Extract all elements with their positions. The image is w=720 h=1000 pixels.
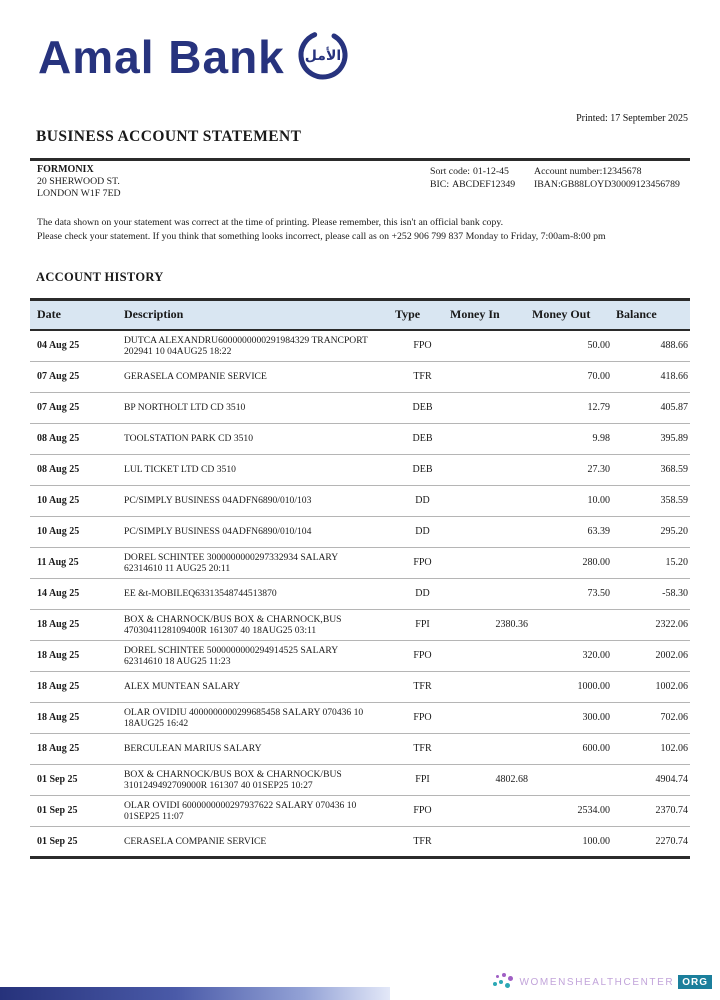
txn-type: TFR	[413, 743, 432, 754]
txn-description: PC/SIMPLY BUSINESS 04ADFN6890/010/103	[124, 495, 312, 506]
table-row	[30, 609, 690, 640]
txn-date: 04 Aug 25	[37, 340, 80, 351]
txn-money-in	[450, 671, 532, 702]
txn-balance: 2270.74	[655, 835, 688, 847]
txn-description: GERASELA COMPANIE SERVICE	[124, 371, 267, 382]
footer-brand-badge: ORG	[678, 975, 712, 989]
printed-date: Printed: 17 September 2025	[576, 113, 688, 124]
table-header	[30, 300, 690, 330]
account-holder-name: FORMONIX	[37, 164, 94, 175]
column-header-balance: Balance	[616, 307, 657, 322]
txn-money-out: 27.30	[587, 464, 610, 475]
txn-date: 10 Aug 25	[37, 526, 80, 537]
txn-balance: 395.89	[660, 433, 688, 444]
txn-balance: 4904.74	[655, 774, 688, 785]
txn-balance: 102.06	[660, 743, 688, 754]
txn-money-out: 73.50	[587, 588, 610, 599]
txn-money-out: 2534.00	[577, 805, 610, 816]
txn-description: OLAR OVIDIU 4000000000299685458 SALARY 070436 10 18AUG25 16:42	[124, 706, 364, 729]
iban-value: GB88LOYD30009123456789	[560, 179, 680, 190]
txn-description: TOOLSTATION PARK CD 3510	[124, 433, 254, 444]
txn-date: 01 Sep 25	[37, 774, 78, 785]
txn-money-out: 280.00	[582, 557, 610, 568]
account-codes	[430, 164, 690, 200]
txn-money-out	[532, 764, 616, 795]
txn-description: OLAR OVIDI 6000000000297937622 SALARY 070436 10 01SEP25 11:07	[124, 799, 357, 822]
txn-date: 18 Aug 25	[37, 681, 80, 692]
txn-money-in	[450, 392, 532, 423]
footer-brand	[493, 973, 712, 991]
account-info-box	[30, 158, 690, 200]
table-header-row	[30, 300, 690, 330]
bic-iban-line	[430, 178, 690, 191]
account-number-value: 12345678	[602, 166, 642, 177]
txn-type: FPO	[413, 805, 432, 816]
sort-code-line	[430, 165, 690, 178]
txn-balance: 358.59	[660, 495, 688, 506]
txn-balance: 2370.74	[655, 805, 688, 816]
table-row	[30, 671, 690, 702]
bic-value: ABCDEF12349	[452, 179, 516, 190]
txn-date: 14 Aug 25	[37, 588, 80, 599]
txn-description: CERASELA COMPANIE SERVICE	[124, 835, 267, 847]
page-title: BUSINESS ACCOUNT STATEMENT	[36, 128, 302, 145]
txn-description: LUL TICKET LTD CD 3510	[124, 464, 236, 475]
txn-balance: 15.20	[665, 557, 688, 568]
txn-balance: 2002.06	[655, 650, 688, 661]
txn-type: DEB	[412, 464, 433, 475]
account-holder-address	[30, 164, 430, 200]
txn-money-in: 4802.68	[495, 774, 528, 785]
table-row	[30, 330, 690, 362]
txn-money-in	[450, 640, 532, 671]
txn-type: DD	[415, 495, 430, 506]
txn-money-out: 1000.00	[577, 681, 610, 692]
txn-money-in	[450, 361, 532, 392]
txn-date: 11 Aug 25	[37, 557, 79, 568]
txn-date: 08 Aug 25	[37, 433, 80, 444]
sort-code-label: Sort code:	[430, 166, 470, 177]
txn-money-in	[450, 733, 532, 764]
txn-money-in	[450, 423, 532, 454]
address-line-2: LONDON W1F 7ED	[37, 188, 121, 199]
txn-money-in	[450, 826, 532, 857]
txn-balance: 295.20	[660, 526, 688, 537]
txn-money-out: 600.00	[582, 743, 610, 754]
column-header-date: Date	[37, 307, 61, 322]
txn-money-out: 12.79	[587, 402, 610, 413]
txn-money-in	[450, 485, 532, 516]
table-body	[30, 330, 690, 858]
txn-description: DOREL SCHINTEE 5000000000294914525 SALARY 62314610 18 AUG25 11:23	[124, 644, 338, 667]
txn-balance: 368.59	[660, 464, 688, 475]
txn-money-out: 320.00	[582, 650, 610, 661]
arabic-calligraphy-icon	[295, 26, 351, 87]
notice-line-2: Please check your statement. If you think that something looks incorrect, please call as on +252 906 799 837 Monday to Friday, 7:00am-8:00 pm	[37, 231, 606, 242]
txn-date: 01 Sep 25	[37, 835, 78, 847]
bic-label: BIC:	[430, 179, 450, 190]
txn-type: FPO	[413, 340, 432, 351]
txn-type: FPO	[413, 557, 432, 568]
table-row	[30, 516, 690, 547]
logo-arabic-text: الأمل	[304, 48, 341, 64]
column-header-money-in: Money In	[450, 307, 500, 322]
txn-description: EE &t-MOBILEQ63313548744513870	[124, 588, 277, 599]
txn-type: FPO	[413, 712, 432, 723]
txn-description: BP NORTHOLT LTD CD 3510	[124, 402, 246, 413]
table-row	[30, 733, 690, 764]
txn-type: FPO	[413, 650, 432, 661]
table-row	[30, 640, 690, 671]
address-line-1: 20 SHERWOOD ST.	[37, 176, 120, 187]
column-header-description: Description	[124, 307, 184, 322]
txn-date: 10 Aug 25	[37, 495, 80, 506]
sort-code-value: 01-12-45	[473, 166, 509, 177]
txn-balance: 702.06	[660, 712, 688, 723]
statement-notice	[37, 216, 690, 244]
column-header-type: Type	[395, 307, 421, 322]
bank-logo	[38, 26, 720, 87]
txn-description: PC/SIMPLY BUSINESS 04ADFN6890/010/104	[124, 526, 312, 537]
txn-type: FPI	[415, 619, 430, 630]
txn-money-in	[450, 516, 532, 547]
txn-date: 08 Aug 25	[37, 464, 80, 475]
txn-description: BOX & CHARNOCK/BUS BOX & CHARNOCK,BUS 4703041128109400R 161307 40 18AUG25 03:11	[124, 613, 342, 636]
txn-balance: 1002.06	[655, 681, 688, 692]
table-row	[30, 702, 690, 733]
txn-date: 18 Aug 25	[37, 712, 80, 723]
txn-balance: 2322.06	[655, 619, 688, 630]
txn-money-out: 63.39	[587, 526, 610, 537]
txn-type: DEB	[412, 433, 433, 444]
txn-date: 18 Aug 25	[37, 619, 80, 630]
txn-money-in	[450, 702, 532, 733]
table-row	[30, 392, 690, 423]
txn-type: TFR	[413, 371, 432, 382]
txn-money-in: 2380.36	[495, 619, 528, 630]
txn-type: TFR	[413, 835, 432, 847]
txn-date: 07 Aug 25	[37, 402, 80, 413]
txn-type: DD	[415, 526, 430, 537]
txn-money-out: 10.00	[587, 495, 610, 506]
txn-date: 18 Aug 25	[37, 743, 80, 754]
txn-type: TFR	[413, 681, 432, 692]
table-row	[30, 485, 690, 516]
txn-money-in	[450, 578, 532, 609]
txn-balance: -58.30	[662, 588, 688, 599]
table-row	[30, 578, 690, 609]
notice-line-1: The data shown on your statement was correct at the time of printing. Please remember, this isn't an official bank copy.	[37, 217, 504, 228]
bank-name: Amal Bank	[38, 30, 285, 83]
table-row	[30, 764, 690, 795]
txn-balance: 405.87	[660, 402, 688, 413]
iban-label: IBAN:	[534, 179, 561, 190]
table-row	[30, 826, 690, 857]
txn-money-in	[450, 795, 532, 826]
transactions-table	[30, 298, 690, 859]
txn-description: DOREL SCHINTEE 3000000000297332934 SALARY 62314610 11 AUG25 20:11	[124, 551, 338, 574]
txn-description: DUTCA ALEXANDRU6000000000291984329 TRANCPORT 202941 10 04AUG25 18:22	[124, 334, 368, 357]
txn-description: BERCULEAN MARIUS SALARY	[124, 743, 262, 754]
table-row	[30, 795, 690, 826]
txn-date: 18 Aug 25	[37, 650, 80, 661]
txn-money-out: 300.00	[582, 712, 610, 723]
table-row	[30, 423, 690, 454]
footer-brand-text: WOMENSHEALTHCENTER	[519, 976, 675, 988]
txn-type: DEB	[412, 402, 433, 413]
txn-money-out: 50.00	[587, 340, 610, 351]
dots-swoosh-icon	[493, 973, 515, 991]
account-history-heading: ACCOUNT HISTORY	[36, 270, 164, 284]
account-number-label: Account number:	[534, 166, 603, 177]
txn-balance: 488.66	[660, 340, 688, 351]
txn-money-out: 9.98	[592, 433, 610, 444]
txn-type: DD	[415, 588, 430, 599]
table-row	[30, 547, 690, 578]
txn-money-in	[450, 330, 532, 362]
txn-money-out: 70.00	[587, 371, 610, 382]
txn-money-in	[450, 547, 532, 578]
bottom-gradient-bar	[0, 987, 390, 1000]
txn-money-out: 100.00	[582, 835, 610, 847]
txn-balance: 418.66	[660, 371, 688, 382]
txn-money-out	[532, 609, 616, 640]
txn-description: BOX & CHARNOCK/BUS BOX & CHARNOCK/BUS 3101249492709000R 161307 40 01SEP25 10:27	[124, 768, 342, 791]
column-header-money-out: Money Out	[532, 307, 591, 322]
txn-description: ALEX MUNTEAN SALARY	[124, 681, 241, 692]
txn-date: 07 Aug 25	[37, 371, 80, 382]
table-row	[30, 454, 690, 485]
txn-money-in	[450, 454, 532, 485]
table-row	[30, 361, 690, 392]
txn-type: FPI	[415, 774, 430, 785]
txn-date: 01 Sep 25	[37, 805, 78, 816]
